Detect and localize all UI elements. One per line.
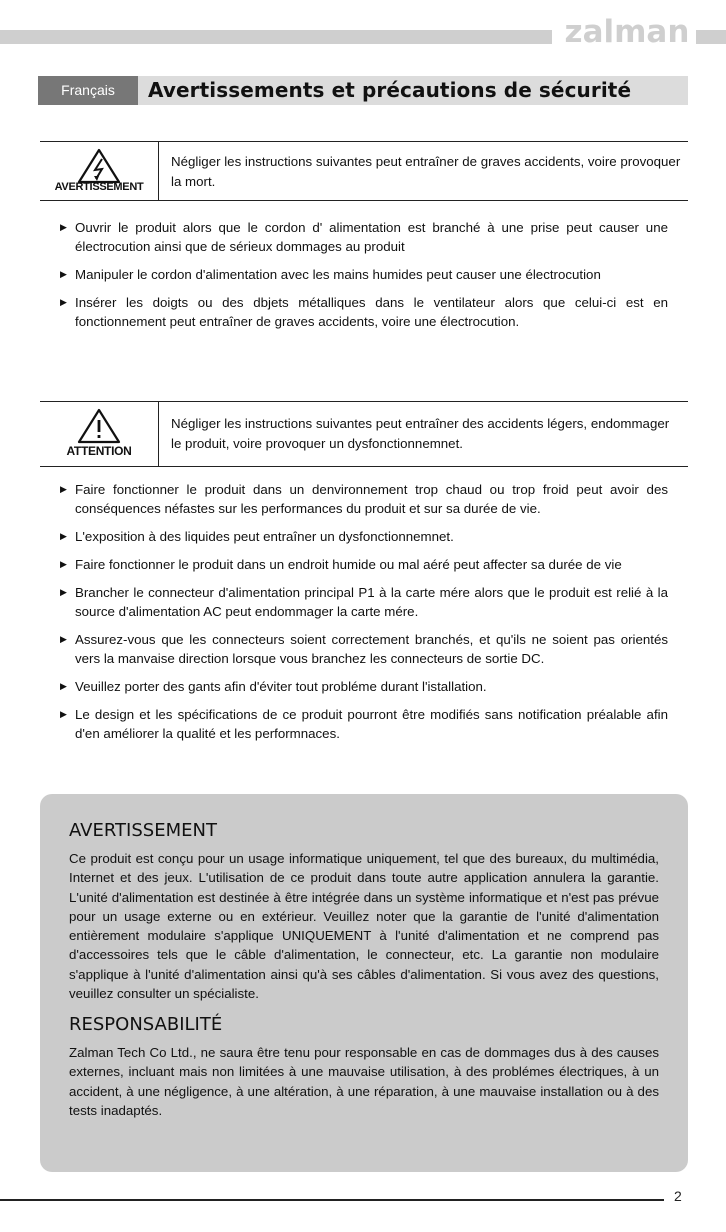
notice-panel xyxy=(40,794,688,1172)
attention-list xyxy=(60,480,668,752)
list-item: ▶ Ouvrir le produit alors que le cordon d' alimentation est branché à une prise peut causer une électrocution ainsi que de sérieux dommages au produit xyxy=(60,220,668,254)
header-rule-left xyxy=(0,30,552,44)
notice-body-responsibility: Zalman Tech Co Ltd., ne saura être tenu pour responsable en cas de dommages dus à des causes externes, incluant mais non limitées à une mauvaise utilisation, à des problémes électriques, à un accident, à une négligence, à une altération, à une réparation, à une mauvaise installation ou à des tests inadaptés. xyxy=(69,1045,659,1118)
section-title-bar xyxy=(38,76,688,105)
bullet-icon: ▶ xyxy=(60,222,67,232)
bullet-icon: ▶ xyxy=(60,634,67,644)
header-rule-right xyxy=(696,30,726,44)
list-item: ▶ L'exposition à des liquides peut entraîner un dysfonctionnemnet. xyxy=(60,529,454,544)
attention-box xyxy=(40,401,688,467)
page-title: Avertissements et précautions de sécurité xyxy=(148,78,632,102)
header-bar xyxy=(0,14,726,50)
bullet-icon: ▶ xyxy=(60,587,67,597)
attention-icon-cell xyxy=(40,402,159,466)
footer-rule xyxy=(0,1199,664,1201)
brand-logo: zalman xyxy=(564,14,690,50)
bullet-icon: ▶ xyxy=(60,559,67,569)
list-item: ▶ Le design et les spécifications de ce produit pourront être modifiés sans notification préalable afin d'en améliorer la qualité et les performnaces. xyxy=(60,707,668,741)
list-item: ▶ Faire fonctionner le produit dans un denvironnement trop chaud ou trop froid peut avoir des conséquences néfastes sur les performances du produit et sur sa durée de vie. xyxy=(60,482,668,516)
notice-heading-warning: AVERTISSEMENT xyxy=(69,820,217,841)
attention-label: ATTENTION xyxy=(66,444,132,458)
bullet-icon: ▶ xyxy=(60,484,67,494)
bullet-icon: ▶ xyxy=(60,297,67,307)
page-number: 2 xyxy=(674,1188,682,1204)
warning-list xyxy=(60,218,668,340)
warning-message: Négliger les instructions suivantes peut entraîner de graves accidents, voire provoquer la mort. xyxy=(171,154,681,189)
notice-heading-responsibility: RESPONSABILITÉ xyxy=(69,1014,223,1035)
list-item: ▶ Faire fonctionner le produit dans un endroit humide ou mal aéré peut affecter sa durée de vie xyxy=(60,557,622,572)
list-item: ▶ Insérer les doigts ou des dbjets métalliques dans le ventilateur alors que celui-ci est en fonctionnement peut entraîner de graves accidents, voire une électrocution. xyxy=(60,295,668,329)
bullet-icon: ▶ xyxy=(60,681,67,691)
warning-box xyxy=(40,141,688,201)
list-item: ▶ Assurez-vous que les connecteurs soient correctement branchés, et qu'ils ne soient pas orientés vers la manvaise direction lorsque vous branchez les connecteurs de sortie DC. xyxy=(60,632,668,666)
language-tag: Français xyxy=(38,76,138,105)
bullet-icon: ▶ xyxy=(60,269,67,279)
bullet-icon: ▶ xyxy=(60,709,67,719)
attention-message: Négliger les instructions suivantes peut entraîner des accidents légers, endommager le produit, voire provoquer un dysfonctionnemnet. xyxy=(171,416,670,451)
exclamation-triangle-icon xyxy=(77,408,121,444)
warning-label: AVERTISSEMENT xyxy=(54,181,144,193)
bullet-icon: ▶ xyxy=(60,531,67,541)
list-item: ▶ Veuillez porter des gants afin d'éviter tout probléme durant l'istallation. xyxy=(60,679,487,694)
list-item: ▶ Manipuler le cordon d'alimentation avec les mains humides peut causer une électrocution xyxy=(60,267,601,282)
notice-body-warning: Ce produit est conçu pour un usage informatique uniquement, tel que des bureaux, du multimédia, Internet et des jeux. L'utilisation de ce produit dans toute autre application annulera la garantie. L'unité d'alimentation est destinée à être intégrée dans un système informatique et n'est pas prévue pour un usage externe ou en extérieur. Veuillez noter que la garantie de l'unité d'alimentation entièrement modulaire s'applique UNIQUEMENT à l'unité d'alimentation et ne comprend pas d'accessoires tels que le câble d'alimentation, le connecteur, etc. La garantie non modulaire s'applique à l'unité d'alimentation ainsi qu'à ses câbles d'alimentation. Si vous avez des questions, veuillez consulter un spécialiste. xyxy=(69,851,659,1002)
warning-icon-cell xyxy=(40,142,159,200)
list-item: ▶ Brancher le connecteur d'alimentation principal P1 à la carte mére alors que le produit est relié à la source d'alimentation AC peut endommager la carte mére. xyxy=(60,585,668,619)
electric-hazard-triangle-icon xyxy=(77,148,121,184)
